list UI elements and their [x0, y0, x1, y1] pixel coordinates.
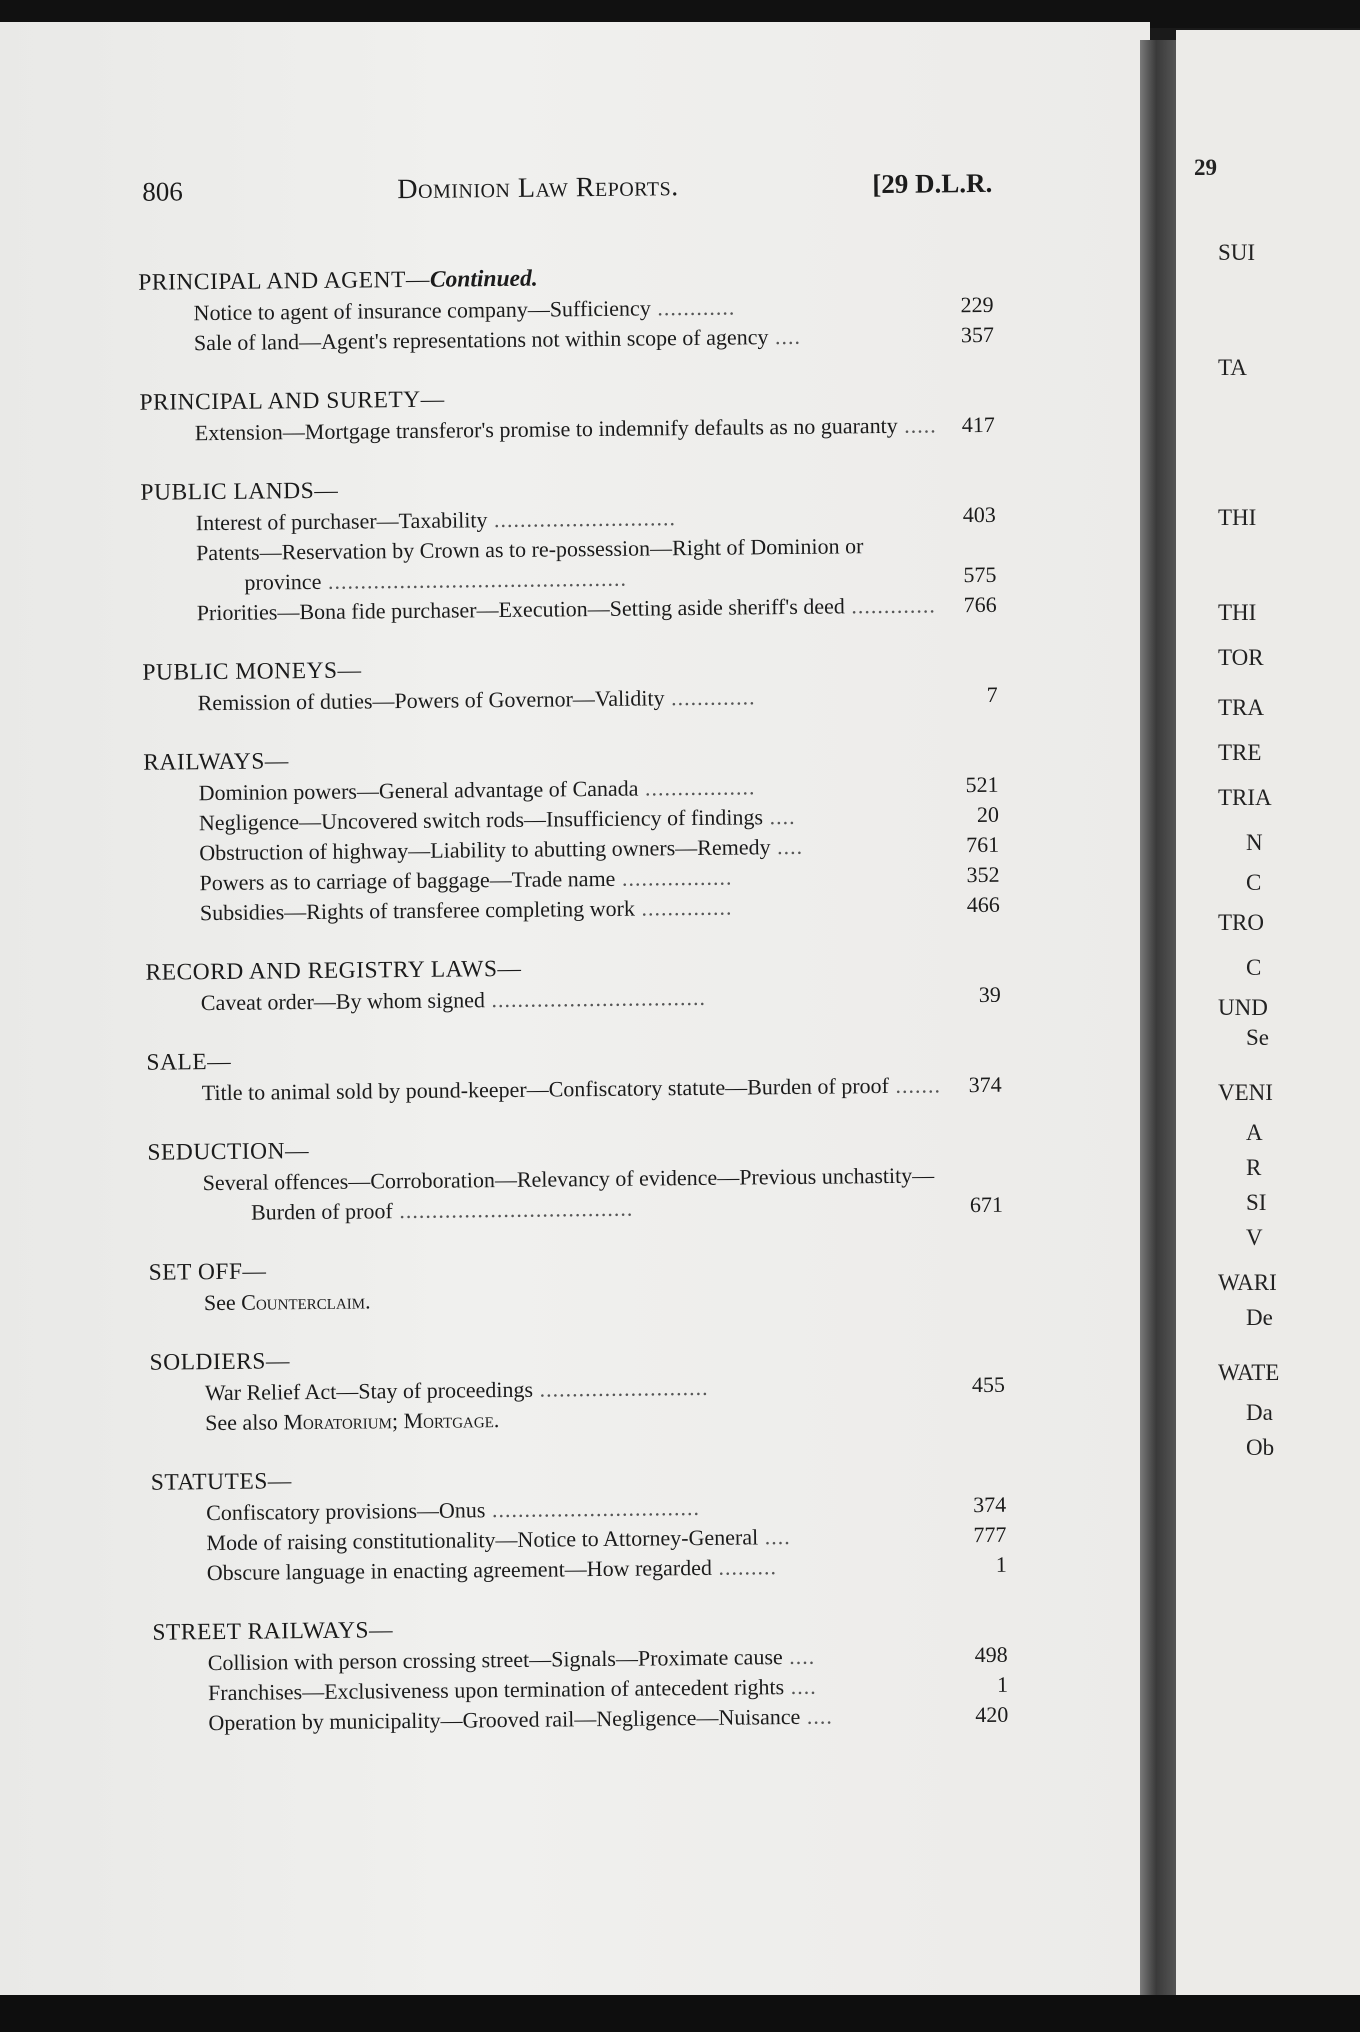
dot-leader: ....: [784, 1673, 817, 1700]
index-section: [140, 468, 997, 629]
index-section: [142, 648, 998, 719]
entry-page-number: 403: [962, 501, 996, 528]
facing-page-fragment: A: [1246, 1120, 1263, 1145]
index-section: [152, 1608, 1008, 1739]
dot-leader: ..........................: [532, 1374, 709, 1402]
entry-text: War Relief Act—Stay of proceedings ..........................: [204, 1374, 709, 1406]
dot-leader: .............: [844, 592, 936, 619]
entry-page-number: 777: [973, 1521, 1007, 1548]
entry-text: Several offences—Corroboration—Relevancy of evidence—Previous unchastity—Burden of proof ....................................: [202, 1162, 935, 1225]
heading-text: STATUTES—: [150, 1468, 292, 1496]
entry-page-number: 420: [975, 1701, 1009, 1728]
heading-text: SOLDIERS—: [149, 1348, 291, 1376]
dot-leader: ....................................: [392, 1195, 634, 1224]
entry-text: Title to animal sold by pound-keeper—Confiscatory statute—Burden of proof .......: [201, 1072, 942, 1106]
entry-text: Negligence—Uncovered switch rods—Insufficiency of findings ....: [198, 803, 796, 836]
page-content: [0, 16, 1161, 2013]
facing-page-fragment: C: [1246, 955, 1262, 980]
heading-text: RAILWAYS—: [143, 748, 289, 776]
dot-leader: ....: [800, 1703, 833, 1729]
dot-leader: .................: [615, 864, 733, 891]
entry-page-number: 7: [986, 681, 998, 707]
entry-text: Priorities—Bona fide purchaser—Execution—Setting aside sheriff's deed .............: [196, 592, 936, 626]
cross-reference: See also Moratorium; Mortgage.: [205, 1407, 500, 1436]
cross-reference-target: Moratorium; Mortgage.: [283, 1407, 500, 1435]
entry-page-number: 466: [966, 891, 1000, 918]
entry-text: Franchises—Exclusiveness upon termination of antecedent rights ....: [207, 1673, 817, 1706]
index-section: [148, 1248, 1004, 1319]
index-section: [139, 378, 995, 449]
volume-label: [29 D.L.R.: [872, 167, 993, 200]
facing-page-fragment: TRE: [1218, 740, 1262, 765]
continued-label: Continued.: [429, 265, 538, 293]
entry-page-number: 1: [995, 1551, 1007, 1577]
heading-text: RECORD AND REGISTRY LAWS—: [145, 955, 522, 986]
entry-text: Extension—Mortgage transferor's promise to indemnify defaults as no guaranty .....: [194, 412, 937, 446]
index-section: [138, 258, 994, 359]
book-gutter: [1140, 40, 1176, 2010]
dot-leader: ....: [782, 1643, 816, 1670]
heading-text: PRINCIPAL AND SURETY—: [139, 386, 445, 416]
entry-text: Confiscatory provisions—Onus ................................: [206, 1494, 701, 1526]
entry-text: Obscure language in enacting agreement—How regarded .........: [206, 1554, 778, 1586]
dot-leader: .................: [638, 774, 756, 801]
facing-page-fragment: N: [1246, 830, 1263, 855]
dot-leader: ..............: [634, 894, 733, 921]
entry-text: Remission of duties—Powers of Governor—Validity .............: [197, 684, 756, 716]
facing-page-fragment: TA: [1218, 355, 1247, 380]
entry-page-number: 761: [966, 831, 1000, 858]
dot-leader: ..............................................: [321, 565, 628, 594]
dot-leader: ............: [650, 294, 736, 321]
facing-page-fragment: De: [1246, 1305, 1273, 1330]
facing-page-fragment: V: [1246, 1225, 1263, 1250]
entry-text: Collision with person crossing street—Signals—Proximate cause ....: [207, 1643, 816, 1676]
entry-page-number: 417: [961, 411, 995, 438]
facing-page-fragment: VENI: [1218, 1080, 1273, 1105]
entry-page-number: 20: [976, 801, 1000, 828]
running-title: Dominion Law Reports.: [397, 171, 679, 206]
entry-text: Operation by municipality—Grooved rail—Negligence—Nuisance ....: [208, 1703, 833, 1736]
facing-page-fragment: TRO: [1218, 910, 1264, 935]
index-section: [146, 1038, 1002, 1109]
dot-leader: ....: [768, 323, 802, 350]
facing-page-fragment: Da: [1246, 1400, 1273, 1425]
cross-reference: See Counterclaim.: [203, 1288, 371, 1316]
index-entry: [203, 1160, 1004, 1228]
entry-text: Powers as to carriage of baggage—Trade name .................: [199, 864, 733, 896]
entry-text: Dominion powers—General advantage of Canada .................: [198, 774, 756, 806]
facing-page-fragment: SI: [1246, 1190, 1267, 1215]
facing-page-fragment: THI: [1218, 600, 1257, 625]
facing-page-fragment: THI: [1218, 505, 1257, 530]
entry-page-number: 357: [960, 321, 994, 348]
heading-text: PUBLIC LANDS—: [140, 477, 339, 506]
facing-page-fragment: WARI: [1218, 1270, 1277, 1295]
heading-text: SET OFF—: [148, 1258, 267, 1286]
facing-page-fragment: UND: [1218, 995, 1268, 1020]
facing-page-fragment: WATE: [1218, 1360, 1280, 1385]
scan-bottom-border: [0, 1995, 1360, 2032]
facing-page-fragment: TOR: [1218, 645, 1264, 670]
entry-page-number: 575: [963, 561, 997, 588]
entry-page-number: 229: [960, 291, 994, 318]
index-entry: [196, 530, 997, 598]
dot-leader: .........: [711, 1554, 778, 1580]
index-section: [151, 1458, 1007, 1589]
entry-text: Obstruction of highway—Liability to abutting owners—Remedy ....: [199, 833, 804, 866]
entry-page-number: 1: [996, 1671, 1009, 1697]
dot-leader: ....: [770, 833, 804, 860]
page-number: 806: [142, 176, 183, 207]
running-head: [142, 168, 992, 217]
dot-leader: ............................: [487, 505, 677, 533]
entry-page-number: 766: [963, 591, 997, 618]
facing-page-fragment: C: [1246, 870, 1262, 895]
facing-page-fragment: 29: [1194, 155, 1217, 180]
entry-text: Caveat order—By whom signed .................................: [200, 984, 707, 1016]
entry-page-number: 455: [971, 1371, 1005, 1398]
heading-text: PUBLIC MONEYS—: [142, 657, 362, 686]
heading-text: STREET RAILWAYS—: [152, 1617, 394, 1646]
facing-page-fragment: TRIA: [1218, 785, 1272, 810]
entry-page-number: 374: [972, 1491, 1007, 1518]
index-section: [147, 1128, 1003, 1229]
facing-page-fragment: Ob: [1246, 1435, 1275, 1460]
left-page: [0, 22, 1150, 2007]
cross-reference-target: Counterclaim.: [241, 1288, 371, 1315]
entry-page-number: 521: [965, 771, 999, 798]
entry-page-number: 498: [974, 1641, 1008, 1668]
heading-text: PRINCIPAL AND AGENT—: [138, 266, 431, 296]
entry-text: Notice to agent of insurance company—Sufficiency ............: [193, 294, 736, 326]
index-section: [143, 738, 1000, 929]
entry-text: Mode of raising constitutionality—Notice to Attorney-General ....: [206, 1524, 791, 1556]
facing-page-fragment: TRA: [1218, 695, 1264, 720]
entry-page-number: 374: [968, 1071, 1002, 1098]
dot-leader: .....: [897, 412, 937, 438]
dot-leader: .......: [888, 1072, 942, 1098]
facing-page-fragment: Se: [1246, 1025, 1269, 1050]
index-section: [149, 1338, 1005, 1439]
dot-leader: ....: [758, 1524, 791, 1550]
facing-page: [1176, 30, 1360, 2010]
facing-page-fragment: R: [1246, 1155, 1262, 1180]
index-section: [145, 948, 1001, 1019]
entry-page-number: 352: [966, 861, 1000, 888]
dot-leader: .................................: [484, 984, 707, 1013]
entry-page-number: 39: [978, 981, 1001, 1008]
entry-text: Patents—Reservation by Crown as to re-possession—Right of Dominion or province ..............................................: [195, 533, 864, 595]
facing-page-fragment: SUI: [1218, 240, 1256, 265]
dot-leader: ................................: [485, 1494, 701, 1523]
dot-leader: ....: [762, 803, 796, 830]
dot-leader: .............: [664, 684, 756, 711]
subject-index: [138, 258, 1009, 1767]
entry-text: Interest of purchaser—Taxability ............................: [195, 505, 677, 536]
heading-text: SALE—: [146, 1048, 232, 1076]
entry-text: Subsidies—Rights of transferee completing work ..............: [199, 894, 733, 926]
heading-text: SEDUCTION—: [147, 1138, 310, 1166]
entry-page-number: 671: [969, 1191, 1004, 1218]
entry-text: Sale of land—Agent's representations not within scope of agency ....: [193, 323, 802, 356]
